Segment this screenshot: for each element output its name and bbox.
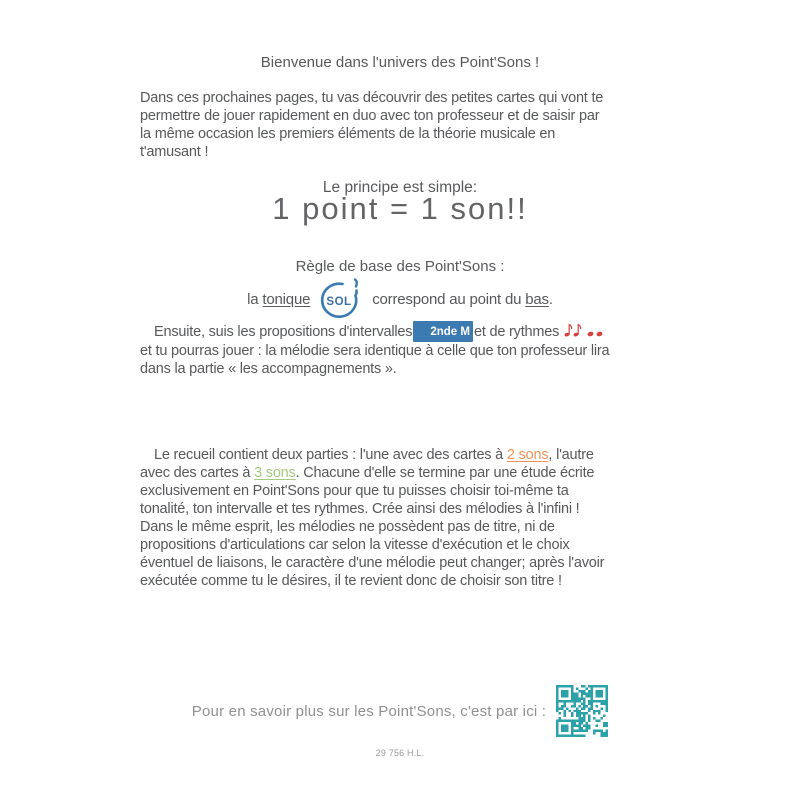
intro-paragraph <box>140 89 603 161</box>
text-segment: , l'autre <box>548 447 594 463</box>
page-title: Bienvenue dans l'univers des Point'Sons ! <box>260 54 540 71</box>
text-segment: la même occasion les premiers éléments de la théorie musicale en <box>140 126 556 142</box>
sol-circle-icon <box>317 277 365 321</box>
footer-reference: 29 756 H.L. <box>375 748 425 758</box>
rule-heading: Règle de base des Point'Sons : <box>295 258 505 275</box>
interval-badge: 2nde M <box>413 321 473 342</box>
text-segment: exclusivement en Point'Sons pour que tu puisses choisir toi-même ta <box>140 483 569 499</box>
qr-caption: Pour en savoir plus sur les Point'Sons, c'est par ici : <box>191 702 547 720</box>
three-sons-link: 3 sons <box>254 465 296 481</box>
sol-label: SOL <box>326 296 352 308</box>
text-segment: éventuel de liaisons, le caractère d'une mélodie peut changer; après l'avoir <box>140 555 605 571</box>
text-segment: tonalité, ton intervalle et tes rythmes. Crée ainsi des mélodies à l'infini ! <box>140 501 580 517</box>
recueil-paragraph <box>140 446 604 590</box>
text-segment: Le recueil contient deux parties : l'une avec des cartes à <box>154 447 507 463</box>
tonic-rule-line <box>0 276 800 322</box>
text-segment: Dans ces prochaines pages, tu vas découvrir des petites cartes qui vont te <box>140 90 604 106</box>
ensuite-line2: et tu pourras jouer : la mélodie sera identique à celle que ton professeur lira <box>140 343 610 359</box>
more-info-row <box>0 684 800 738</box>
text-segment: . Chacune d'elle se termine par une étude écrite <box>295 465 595 481</box>
bas-word: bas <box>525 290 549 308</box>
tonique-word: tonique <box>262 290 311 308</box>
rule-text-post: correspond au point du bas. <box>372 290 553 308</box>
ensuite-line1-pre: Ensuite, suis les propositions d'intervalles <box>154 324 413 340</box>
ensuite-paragraph <box>140 321 609 378</box>
text-segment: permettre de jouer rapidement en duo avec ton professeur et de saisir par <box>140 108 600 124</box>
rule-text-pre: la tonique <box>247 290 311 308</box>
ensuite-line3: dans la partie « les accompagnements ». <box>140 361 397 377</box>
text-segment: exécutée comme tu le désires, il te revient donc de choisir son titre ! <box>140 573 562 589</box>
principle-heading: Le principe est simple: <box>322 179 478 196</box>
ensuite-line1-mid: et de rythmes <box>473 324 560 340</box>
text-segment: t'amusant ! <box>140 144 209 160</box>
text-segment: avec des cartes à <box>140 465 255 481</box>
rhythm-icons <box>559 324 606 340</box>
two-sons-link: 2 sons <box>506 447 549 463</box>
text-segment: Dans le même esprit, les mélodies ne possèdent pas de titre, ni de <box>140 519 555 535</box>
qr-code <box>556 685 608 737</box>
principle-equation: 1 point = 1 son!! <box>272 191 528 226</box>
text-segment: propositions d'articulations car selon la vitesse d'exécution et le choix <box>140 537 570 553</box>
